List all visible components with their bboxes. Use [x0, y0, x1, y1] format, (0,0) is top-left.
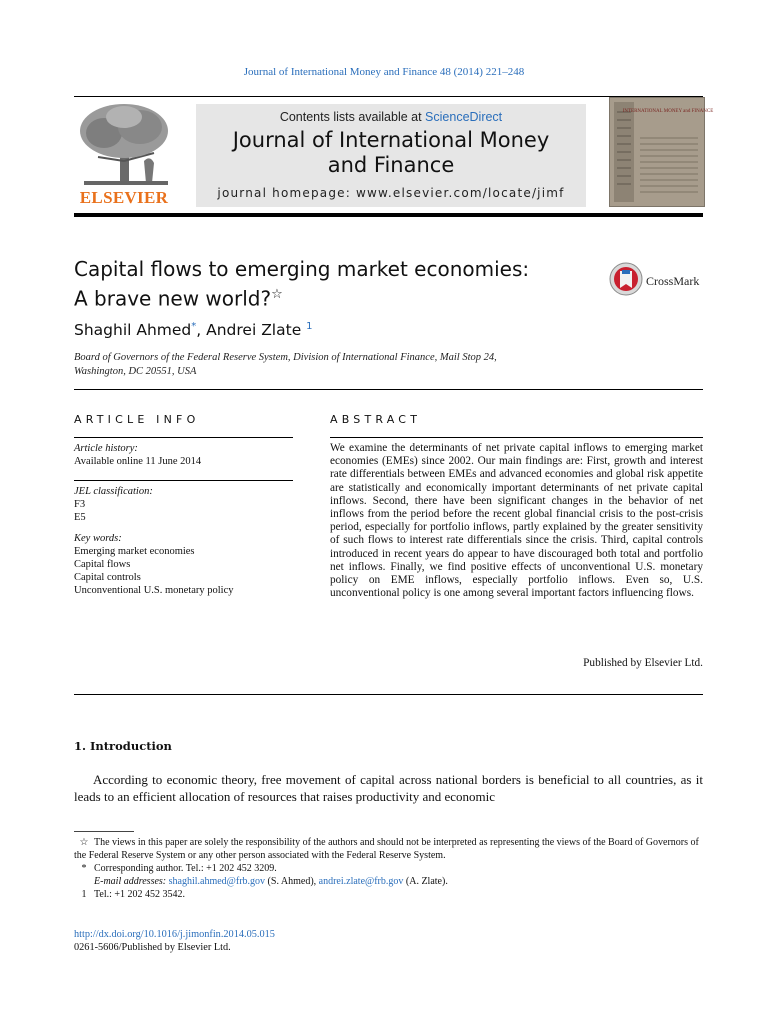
jel-code: F3: [74, 499, 86, 510]
article-title: [74, 257, 594, 312]
author-separator: ,: [196, 321, 207, 340]
journal-title-line1: Journal of International Money: [232, 128, 550, 152]
article-title-line2: A brave new world?: [74, 286, 272, 311]
doi-link[interactable]: http://dx.doi.org/10.1016/j.jimonfin.2014.05.015: [74, 929, 275, 940]
footnote-text: Corresponding author. Tel.: +1 202 452 3209.: [94, 863, 277, 874]
sciencedirect-link[interactable]: ScienceDirect: [425, 110, 503, 124]
jel-classification: [74, 485, 294, 524]
author-affiliation: [74, 351, 634, 379]
journal-title-line2: and Finance: [327, 153, 455, 177]
footnote-disclaimer: [74, 836, 703, 862]
introduction-heading: 1. Introduction: [74, 739, 172, 753]
jel-label: JEL classification:: [74, 486, 153, 497]
published-by: Published by Elsevier Ltd.: [583, 657, 703, 669]
footnote-text: The views in this paper are solely the responsibility of the authors and should not be interpreted as representing the views of the Board of Governors of the Federal Reserve System or any other person associated with the Federal Reserve System.: [74, 837, 699, 861]
affiliation-line1: Board of Governors of the Federal Reserve System, Division of International Finance, Mail Stop 24,: [74, 352, 497, 363]
journal-header-band: [196, 104, 586, 207]
email-label: E-mail addresses:: [94, 876, 169, 887]
footnote-text: Tel.: +1 202 452 3542.: [94, 889, 186, 900]
footnote-tel: [74, 888, 703, 901]
affiliation-line2: Washington, DC 20551, USA: [74, 366, 197, 377]
keywords: [74, 532, 294, 597]
abstract-rule: [330, 437, 703, 438]
affiliation-rule: [74, 389, 703, 390]
title-footnote-star-icon[interactable]: ☆: [271, 287, 283, 302]
email-link[interactable]: andrei.zlate@frb.gov: [318, 876, 404, 887]
article-info-rule: [74, 480, 293, 481]
footnote-star-icon: ☆: [79, 837, 89, 848]
author-list: [74, 321, 313, 339]
keyword-item: Unconventional U.S. monetary policy: [74, 585, 234, 596]
article-history: [74, 442, 294, 468]
journal-homepage[interactable]: journal homepage: www.elsevier.com/locate/jimf: [217, 186, 565, 200]
keyword-item: Capital controls: [74, 572, 141, 583]
keyword-item: Emerging market economies: [74, 546, 195, 557]
history-label: Article history:: [74, 443, 138, 454]
issn-line: 0261-5606/Published by Elsevier Ltd.: [74, 942, 231, 953]
cover-title: INTERNATIONAL MONEY and FINANCE: [622, 109, 714, 114]
article-title-line1: Capital flows to emerging market economies:: [74, 257, 530, 281]
cover-art: [610, 98, 714, 206]
email-owner: (A. Zlate).: [403, 876, 448, 887]
footnote-number: 1: [81, 889, 87, 900]
footnote-emails: [74, 875, 703, 888]
author-name[interactable]: Shaghil Ahmed: [74, 321, 192, 340]
contents-line: [196, 110, 586, 124]
keywords-label: Key words:: [74, 533, 122, 544]
email-link[interactable]: shaghil.ahmed@frb.gov: [168, 876, 266, 887]
article-info-rule: [74, 437, 293, 438]
author-footnote-mark[interactable]: 1: [306, 321, 313, 332]
history-value: Available online 11 June 2014: [74, 456, 202, 467]
contents-prefix: Contents lists available at: [279, 110, 426, 124]
corresponding-author-mark[interactable]: *: [191, 321, 197, 332]
article-info-heading: ARTICLE INFO: [74, 413, 200, 426]
crossmark-label[interactable]: CrossMark: [646, 274, 700, 288]
footnote-corresponding: [74, 862, 703, 875]
header-rule-bottom: [74, 213, 703, 217]
introduction-text: According to economic theory, free movement of capital across national borders is beneficial to all countries, as it leads to an efficient allocation of resources that raises productivity and economic: [74, 772, 703, 804]
footnote-asterisk: *: [81, 863, 87, 874]
keyword-item: Capital flows: [74, 559, 131, 570]
abstract-bottom-rule: [74, 694, 703, 695]
journal-citation[interactable]: Journal of International Money and Finance 48 (2014) 221–248: [243, 66, 525, 78]
journal-cover-thumbnail: [609, 97, 714, 207]
email-owner: (S. Ahmed),: [265, 876, 319, 887]
author-name[interactable]: Andrei Zlate: [206, 321, 302, 340]
footnote-rule: [74, 831, 134, 832]
abstract-heading: ABSTRACT: [330, 413, 422, 426]
journal-title: [196, 128, 586, 178]
jel-code: E5: [74, 512, 86, 523]
abstract-text: We examine the determinants of net private capital inflows to emerging market economies (EMEs) since 2002. Our main findings are: First, growth and interest rate differentials between EMEs and advanced economies and global risk appetite are statistically and economically important determinants of net private capital inflows. Second, there have been significant changes in the behavior of net inflows from the period before the recent global financial crisis to the post-crisis period, especially for portfolio inflows, partly explained by the greater sensitivity of such flows to interest rate differentials since the crisis. Third, capital controls introduced in recent years do appear to have discouraged both total and portfolio net inflows. Finally, we find positive effects of unconventional U.S. monetary policy on EME inflows, especially portfolio inflows. Even so, U.S. unconventional policy is one among several important factors influencing flows.: [330, 442, 703, 600]
publisher-wordmark: ELSEVIER: [79, 188, 169, 207]
